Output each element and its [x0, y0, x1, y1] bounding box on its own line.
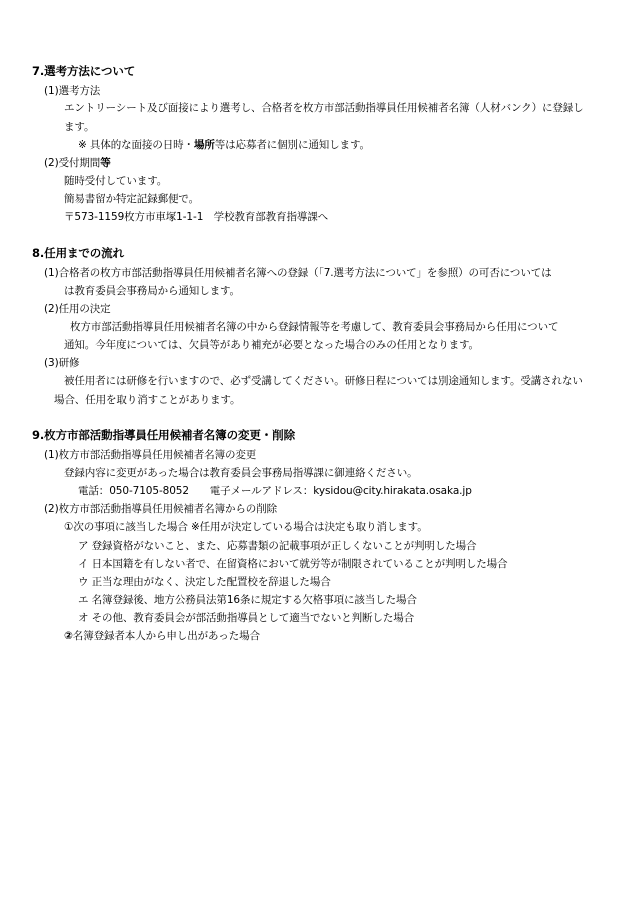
s9-case-1-item: ウ 正当な理由がなく、決定した配置校を辞退した場合 — [78, 576, 331, 588]
s7-item-2-line-1: 随時受付しています。 — [64, 175, 168, 187]
s9-case-1-item: ア 登録資格がないこと、また、応募書類の記載事項が正しくないことが判明した場合 — [78, 540, 477, 552]
s8-item-3-line-2: 場合、任用を取り消すことがあります。 — [54, 394, 241, 406]
s7-item-2-address: 〒573-1159枚方市車塚1-1-1 学校教育部教育指導課へ — [64, 211, 329, 223]
note-text-a: ※ 具体的な面接の日時・ — [78, 139, 194, 151]
section-8-heading: 8.任用までの流れ — [32, 246, 124, 260]
s8-item-1-line-2: は教育委員会事務局から通知します。 — [64, 285, 240, 297]
s8-item-3-label: (3)研修 — [44, 357, 80, 369]
s8-item-3-line-1: 被任用者には研修を行いますので、必ず受講してください。研修日程については別途通知します。受講されない — [64, 375, 583, 387]
section-7-heading: 7.選考方法について — [32, 64, 136, 78]
s9-case-1-item: エ 名簿登録後、地方公務員法第16条に規定する欠格事項に該当した場合 — [78, 594, 417, 606]
s7-item-1-label: (1)選考方法 — [44, 85, 101, 97]
s9-item-1-label: (1)枚方市部活動指導員任用候補者名簿の変更 — [44, 449, 257, 461]
s7-item-1-note — [78, 138, 370, 152]
s8-item-2-label: (2)任用の決定 — [44, 303, 111, 315]
s9-item-2-label: (2)枚方市部活動指導員任用候補者名簿からの削除 — [44, 503, 277, 515]
s9-contact-line: 電話：050-7105-8052 電子メールアドレス：kysidou@city.hirakata.osaka.jp — [78, 485, 472, 497]
s7-item-2-label — [44, 156, 111, 170]
item-2-label-bold: 等 — [100, 157, 111, 169]
case-2-text: 名簿登録者本人から申し出があった場合 — [72, 630, 260, 642]
item-2-label-text: (2)受付期間 — [44, 157, 101, 169]
note-text-c: 等は応募者に個別に通知します。 — [214, 139, 370, 151]
s9-item-1-line-1: 登録内容に変更があった場合は教育委員会事務局指導課に御連絡ください。 — [64, 467, 418, 479]
s9-case-1-item: イ 日本国籍を有しない者で、在留資格において就労等が制限されていることが判明した場合 — [78, 558, 508, 570]
s9-case-2-line — [64, 629, 260, 643]
s8-item-2-line-1: 枚方市部活動指導員任用候補者名簿の中から登録情報等を考慮して、教育委員会事務局から任用について — [70, 321, 559, 333]
note-text-bold: 場所 — [193, 139, 215, 151]
s9-case-1-item: オ その他、教育委員会が部活動指導員として適当でないと判断した場合 — [78, 612, 415, 624]
circled-number-2: ② — [64, 630, 73, 642]
s9-case-1-line: ①次の事項に該当した場合 ※任用が決定している場合は決定も取り消します。 — [64, 521, 428, 533]
s7-item-1-text-line-2: ます。 — [64, 121, 95, 133]
section-9-heading: 9.枚方市部活動指導員任用候補者名簿の変更・削除 — [32, 428, 295, 442]
s7-item-1-text-line-1: エントリーシート及び面接により選考し、合格者を枚方市部活動指導員任用候補者名簿（人材バンク）に登録し — [64, 102, 584, 114]
s8-item-1-line-1: (1)合格者の枚方市部活動指導員任用候補者名簿への登録（「7.選考方法について」を参照）の可否については — [44, 267, 552, 279]
s7-item-2-line-2: 簡易書留か特定記録郵便で。 — [64, 193, 199, 205]
s8-item-2-line-2: 通知。今年度については、欠員等があり補充が必要となった場合のみの任用となります。 — [64, 339, 479, 351]
